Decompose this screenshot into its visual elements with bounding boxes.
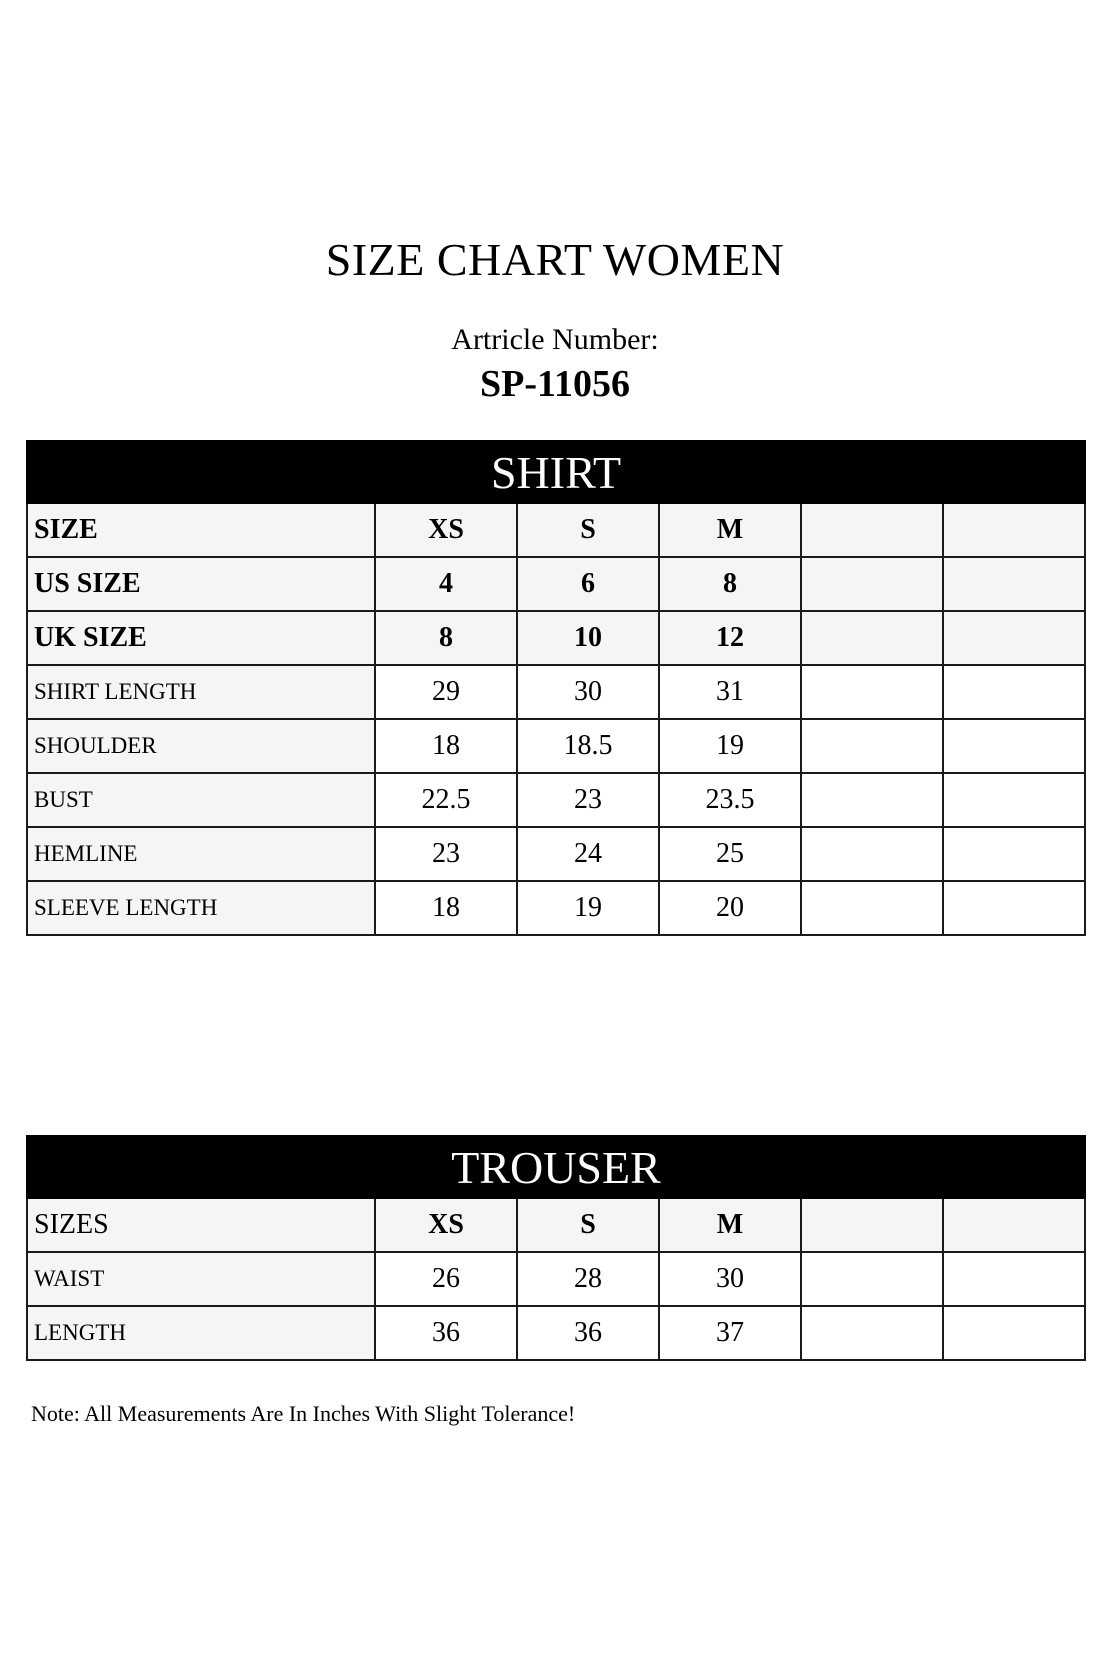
article-number-value: SP-11056	[480, 363, 630, 405]
shirt-size-table	[26, 440, 1086, 936]
row-label: BUST	[27, 773, 375, 827]
measurement-cell: 30	[659, 1252, 801, 1306]
size-cell	[943, 1198, 1085, 1252]
measurement-cell	[801, 773, 943, 827]
measurement-cell: 19	[659, 719, 801, 773]
size-cell	[943, 611, 1085, 665]
measurement-cell	[943, 773, 1085, 827]
measurement-cell	[943, 665, 1085, 719]
size-cell	[801, 611, 943, 665]
trouser-measurement-row	[27, 1306, 1085, 1360]
size-cell: XS	[375, 1198, 517, 1252]
shirt-heading: SHIRT	[27, 441, 1085, 503]
shirt-size-row	[27, 611, 1085, 665]
size-cell: M	[659, 503, 801, 557]
shirt-measurement-row	[27, 881, 1085, 935]
shirt-measurement-row	[27, 773, 1085, 827]
shirt-measurement-row	[27, 719, 1085, 773]
row-label: SHOULDER	[27, 719, 375, 773]
trouser-measurement-row	[27, 1252, 1085, 1306]
measurement-cell	[801, 1306, 943, 1360]
measurement-cell: 31	[659, 665, 801, 719]
row-label: SIZE	[27, 503, 375, 557]
row-label: US SIZE	[27, 557, 375, 611]
size-cell	[943, 557, 1085, 611]
measurement-cell: 36	[517, 1306, 659, 1360]
measurement-cell	[943, 881, 1085, 935]
measurement-cell: 18.5	[517, 719, 659, 773]
row-label: UK SIZE	[27, 611, 375, 665]
measurement-cell	[943, 1306, 1085, 1360]
measurement-cell: 18	[375, 719, 517, 773]
shirt-rows	[27, 503, 1085, 935]
row-label: HEMLINE	[27, 827, 375, 881]
measurement-cell	[801, 719, 943, 773]
measurement-cell: 19	[517, 881, 659, 935]
measurement-cell	[801, 881, 943, 935]
shirt-size-row	[27, 557, 1085, 611]
measurement-note: Note: All Measurements Are In Inches With Slight Tolerance!	[31, 1401, 576, 1426]
measurement-cell: 18	[375, 881, 517, 935]
page-title: SIZE CHART WOMEN	[325, 234, 785, 285]
shirt-measurement-row	[27, 665, 1085, 719]
size-cell	[801, 1198, 943, 1252]
article-number-label: Artricle Number:	[451, 323, 659, 356]
trouser-heading: TROUSER	[27, 1136, 1085, 1198]
row-label: SIZES	[27, 1198, 375, 1252]
measurement-cell: 23	[375, 827, 517, 881]
measurement-cell: 30	[517, 665, 659, 719]
measurement-cell: 22.5	[375, 773, 517, 827]
row-label: WAIST	[27, 1252, 375, 1306]
measurement-cell	[801, 827, 943, 881]
size-cell	[943, 503, 1085, 557]
measurement-cell	[801, 665, 943, 719]
size-cell	[801, 503, 943, 557]
measurement-cell: 20	[659, 881, 801, 935]
measurement-cell: 36	[375, 1306, 517, 1360]
trouser-size-row	[27, 1198, 1085, 1252]
size-cell: 8	[375, 611, 517, 665]
trouser-size-table	[26, 1135, 1086, 1361]
size-cell: 6	[517, 557, 659, 611]
measurement-cell: 28	[517, 1252, 659, 1306]
size-cell: 8	[659, 557, 801, 611]
measurement-cell: 24	[517, 827, 659, 881]
size-cell: S	[517, 503, 659, 557]
measurement-cell: 37	[659, 1306, 801, 1360]
measurement-cell	[801, 1252, 943, 1306]
size-cell	[801, 557, 943, 611]
trouser-rows	[27, 1198, 1085, 1360]
size-cell: M	[659, 1198, 801, 1252]
row-label: SLEEVE LENGTH	[27, 881, 375, 935]
measurement-cell	[943, 719, 1085, 773]
trouser-heading-row	[27, 1136, 1085, 1198]
size-cell: 12	[659, 611, 801, 665]
row-label: SHIRT LENGTH	[27, 665, 375, 719]
size-cell: 10	[517, 611, 659, 665]
row-label: LENGTH	[27, 1306, 375, 1360]
measurement-cell	[943, 827, 1085, 881]
measurement-cell: 29	[375, 665, 517, 719]
shirt-measurement-row	[27, 827, 1085, 881]
measurement-cell	[943, 1252, 1085, 1306]
shirt-size-row	[27, 503, 1085, 557]
measurement-cell: 23.5	[659, 773, 801, 827]
size-cell: 4	[375, 557, 517, 611]
measurement-cell: 25	[659, 827, 801, 881]
measurement-cell: 26	[375, 1252, 517, 1306]
measurement-cell: 23	[517, 773, 659, 827]
shirt-heading-row	[27, 441, 1085, 503]
size-cell: S	[517, 1198, 659, 1252]
size-cell: XS	[375, 503, 517, 557]
